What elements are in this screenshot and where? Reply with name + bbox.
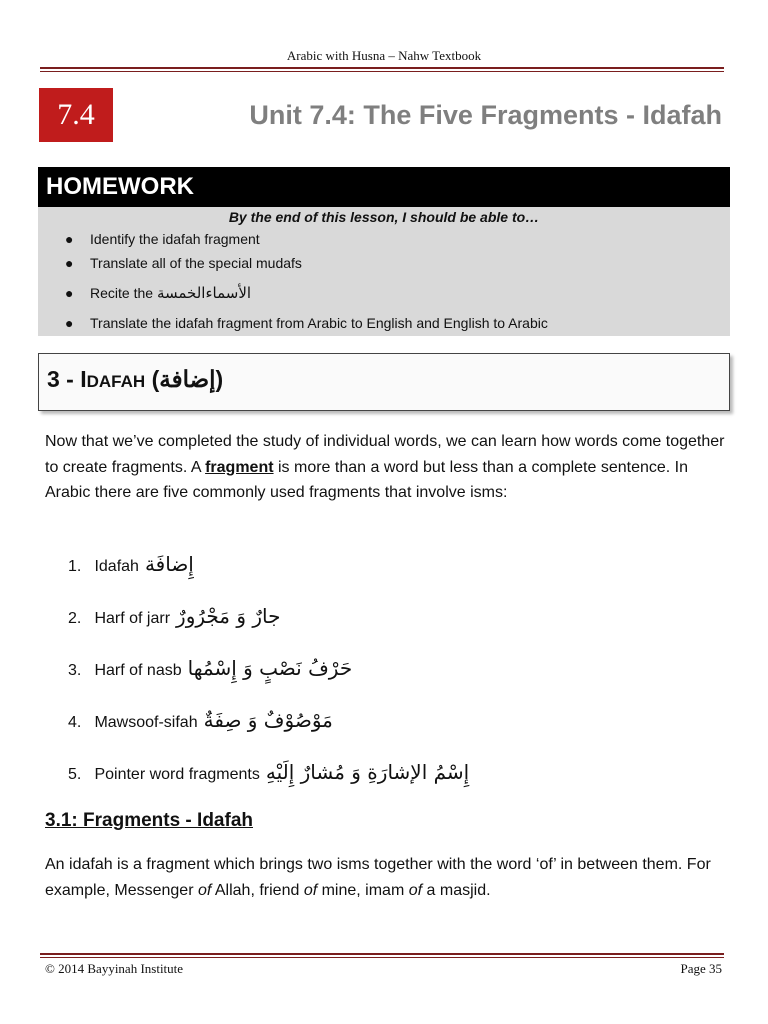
- fragment-label: Pointer word fragments: [94, 766, 260, 783]
- idafah-text: Allah, friend: [211, 881, 304, 899]
- intro-paragraph: [45, 429, 725, 506]
- header-rule-thin: [40, 71, 724, 72]
- fragment-arabic: إِضافَة: [144, 552, 194, 576]
- intro-text: is more than a word but less than a complete sentence. In Arabic there are five commonly used fragments that involve isms:: [45, 458, 688, 501]
- idafah-text: An idafah is a fragment which brings two isms together with the word ‘of’ in between them. For example, Messenger: [45, 856, 711, 899]
- unit-number-badge: 7.4: [39, 88, 113, 142]
- section-heading-box: [38, 353, 730, 411]
- fragment-label: Mawsoof-sifah: [94, 714, 198, 731]
- fragment-number: 2.: [68, 610, 82, 627]
- objective-item: [38, 251, 730, 275]
- homework-intro: By the end of this lesson, I should be able to…: [228, 209, 540, 225]
- running-header: Arabic with Husna – Nahw Textbook: [286, 48, 482, 63]
- subsection-title: 3.1: Fragments - Idafah: [45, 810, 253, 831]
- footer-rule-thick: [40, 953, 724, 955]
- fragment-arabic: جارٌ وَ مَجْرُورٌ: [176, 604, 281, 628]
- idafah-emphasis: of: [197, 881, 212, 899]
- fragment-item: [68, 704, 718, 756]
- fragment-label: Harf of jarr: [94, 610, 171, 627]
- section-title: [47, 366, 223, 393]
- fragment-arabic: مَوْصُوْفٌ وَ صِفَةٌ: [203, 708, 333, 732]
- fragments-list: [68, 548, 718, 808]
- homework-objectives-box: [38, 207, 730, 336]
- bullet-icon: ●: [65, 255, 74, 271]
- fragment-label: Harf of nasb: [94, 662, 182, 679]
- section-title-initial: I: [80, 366, 87, 392]
- fragment-item: [68, 652, 718, 704]
- intro-text: Now that we’ve completed the study of individual words, we can learn how words come together to create fragments. A: [45, 433, 725, 476]
- objective-text: Identify the idafah fragment: [90, 231, 260, 247]
- fragment-number: 4.: [68, 714, 82, 731]
- section-number: 3 -: [47, 366, 81, 392]
- fragment-label: Idafah: [94, 558, 139, 575]
- bullet-icon: ●: [65, 231, 74, 247]
- fragment-number: 5.: [68, 766, 82, 783]
- bullet-icon: ●: [65, 285, 74, 301]
- idafah-emphasis: of: [408, 881, 423, 899]
- footer-page-number: Page 35: [680, 961, 722, 976]
- objective-item: [38, 227, 730, 251]
- fragment-arabic: إِسْمُ الإشارَةِ وَ مُشارٌ إِلَيْهِ: [265, 760, 470, 784]
- homework-heading: HOMEWORK: [38, 167, 730, 207]
- objective-text: Translate the idafah fragment from Arabic to English and English to Arabic: [90, 315, 548, 331]
- fragment-number: 3.: [68, 662, 82, 679]
- fragment-number: 1.: [68, 558, 82, 575]
- idafah-paragraph: [45, 852, 725, 903]
- idafah-text: a masjid.: [422, 881, 491, 899]
- objective-text: Recite the: [90, 285, 154, 301]
- idafah-text: mine, imam: [317, 881, 409, 899]
- footer-copyright: © 2014 Bayyinah Institute: [45, 961, 184, 976]
- objective-item: [38, 275, 730, 311]
- unit-title: Unit 7.4: The Five Fragments - Idafah: [249, 100, 722, 130]
- objective-text: Translate all of the special mudafs: [90, 255, 302, 271]
- fragment-arabic: حَرْفُ نَصْبٍ وَ إِسْمُها: [187, 656, 353, 680]
- fragment-item: [68, 756, 718, 808]
- objective-arabic: الأسماءالخمسة: [156, 284, 252, 302]
- bullet-icon: ●: [65, 315, 74, 331]
- objective-item: [38, 311, 730, 335]
- header-rule-thick: [40, 67, 724, 69]
- section-title-rest: DAFAH: [86, 372, 146, 391]
- section-title-arabic: (إضافة): [151, 366, 224, 392]
- objectives-list: [38, 227, 730, 335]
- idafah-emphasis: of: [303, 881, 318, 899]
- fragment-item: [68, 548, 718, 600]
- fragment-term: fragment: [205, 458, 274, 476]
- fragment-item: [68, 600, 718, 652]
- footer-rule-thin: [40, 957, 724, 958]
